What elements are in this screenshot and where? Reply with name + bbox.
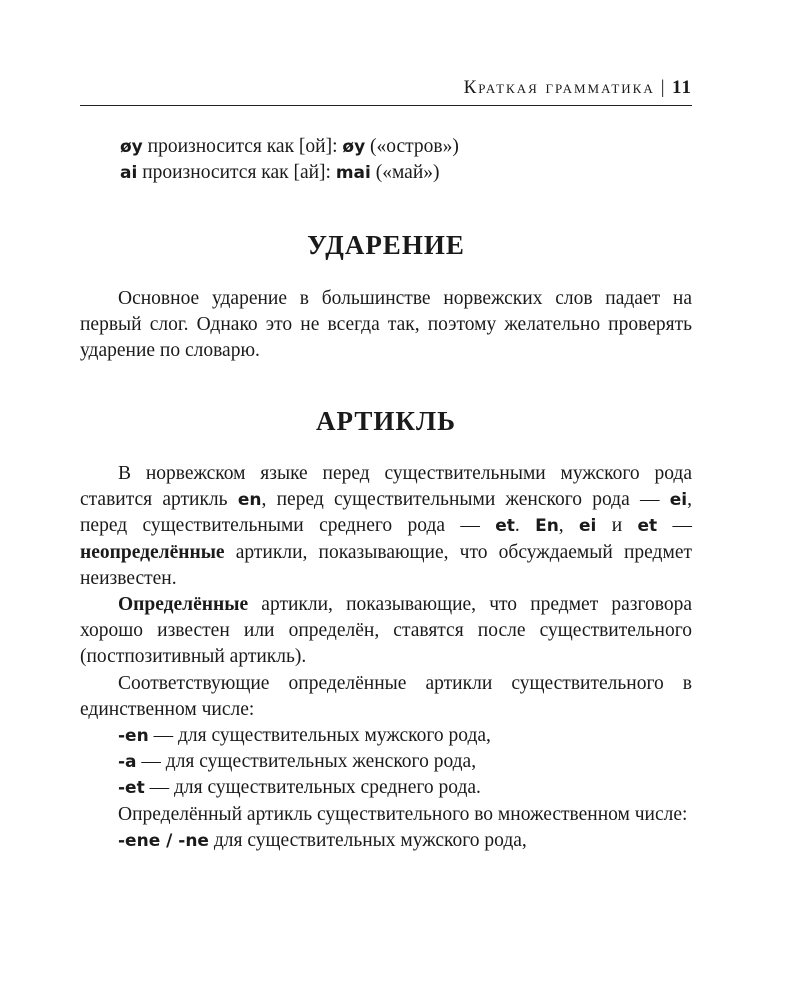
stress-heading: УДАРЕНИЕ	[307, 230, 465, 260]
example-word: mai	[335, 163, 371, 183]
page-number: 11	[672, 77, 692, 98]
pronunciation-text: произносится как [ой]:	[142, 136, 343, 157]
text-run: ,	[558, 515, 580, 537]
pronunciation-list	[120, 134, 692, 186]
pronunciation-text: произносится как [ай]:	[137, 162, 336, 183]
suffix: -et	[118, 778, 145, 799]
suffix-description: для существительных мужского рода,	[208, 829, 527, 851]
definite-article-paragraph	[80, 592, 692, 671]
article-section-body	[80, 461, 692, 854]
suffix-description: — для существительных среднего рода.	[144, 777, 481, 799]
suffix-list-item	[80, 775, 692, 801]
suffix: -a	[118, 752, 137, 773]
pronunciation-line	[120, 160, 692, 186]
suffix-list-item	[80, 828, 692, 854]
text-run: В норвежском языке перед существительными мужского рода ставится артикль	[80, 463, 692, 511]
header-rule	[80, 105, 692, 106]
text-run: .	[514, 515, 536, 537]
text-run: —	[657, 515, 692, 537]
suffix-list-item	[80, 723, 692, 749]
article-en: en	[237, 490, 262, 511]
indefinite-article-paragraph	[80, 461, 692, 592]
text-run: , перед существительными женского рода —	[261, 489, 670, 511]
suffix-description: — для существительных женского рода,	[136, 751, 477, 773]
letter-combination: ai	[120, 163, 138, 183]
term-definite: Определённые	[118, 594, 249, 616]
book-page	[80, 0, 692, 1000]
article-heading: АРТИКЛЬ	[316, 406, 456, 436]
article-et: et	[637, 516, 658, 537]
header-separator: |	[660, 77, 667, 98]
article-en-capital: En	[535, 516, 559, 537]
text-run: артикли, показывающие, что предмет разговора хорошо известен или определён, ставятся после существительного (постпозитивный артикль).	[80, 594, 692, 668]
article-et: et	[495, 516, 515, 537]
running-head	[80, 72, 692, 104]
translation: («май»)	[370, 162, 440, 183]
article-ei: ei	[579, 516, 597, 537]
term-indefinite: неопределённые	[80, 541, 225, 563]
pronunciation-line	[120, 134, 692, 160]
suffix-description: — для существительных мужского рода,	[148, 725, 491, 747]
stress-paragraph: Основное ударение в большинстве норвежских слов падает на первый слог. Однако это не всегда так, поэтому желательно проверять ударение по словарю.	[80, 288, 692, 362]
suffix: -en	[118, 726, 149, 747]
example-word: øy	[342, 137, 366, 157]
article-ei: ei	[669, 490, 688, 511]
text-run: , перед существительными среднего рода —	[80, 489, 692, 537]
translation: («остров»)	[365, 136, 459, 157]
text-run: и	[596, 515, 638, 537]
suffix-list-item	[80, 749, 692, 775]
suffix: -ene / -ne	[118, 830, 209, 851]
stress-section-body	[80, 286, 692, 365]
singular-intro-paragraph: Соответствующие определённые артикли существительного в единственном числе:	[80, 672, 692, 720]
plural-intro-paragraph: Определённый артикль существительного во множественном числе:	[118, 803, 688, 825]
letter-combination: øy	[120, 137, 143, 157]
section-title: Краткая грамматика	[463, 77, 655, 98]
text-run: артикли, показывающие, что обсуждаемый предмет неизвестен.	[80, 541, 692, 589]
